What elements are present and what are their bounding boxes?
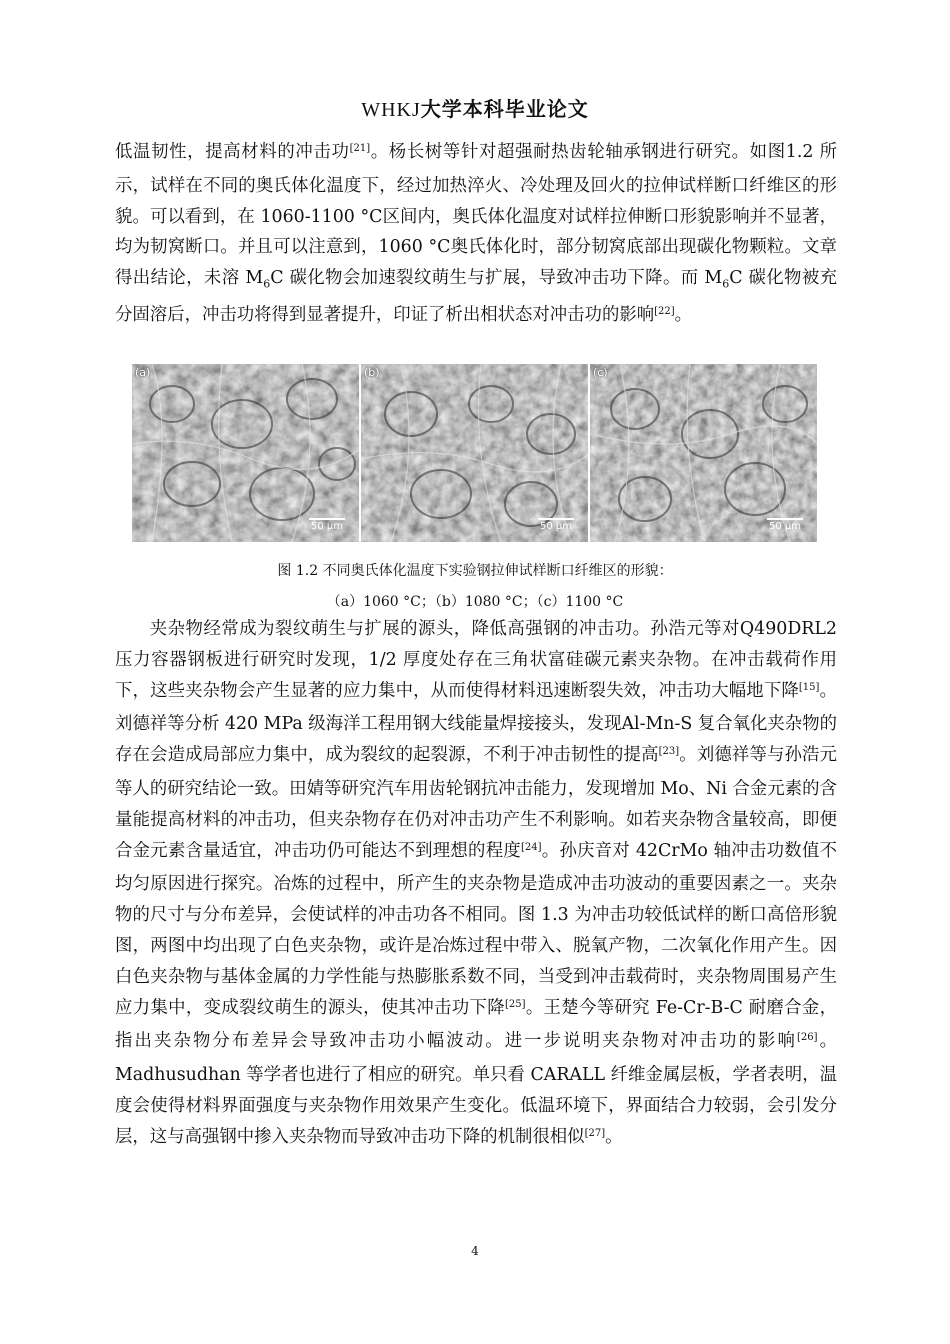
citation: [26] [796, 1032, 818, 1044]
citation: [23] [658, 746, 680, 758]
text-run: 夹杂物经常成为裂纹萌生与扩展的源头，降低高强钢的冲击功。孙浩元等对Q490DRL2 压力容器钢板进行研究时发现，1/2 厚度处存在三角状富硅碳元素夹杂物。在冲击载荷作用下，这些夹杂物会产生显著的应力集中，从而使得材料迅速断裂失效，冲击功大幅地下降 [115, 619, 837, 701]
citation: [21] [349, 143, 371, 154]
scale-label: 50 μm [539, 521, 572, 532]
scale-bar [767, 518, 803, 532]
text-run: 。孙庆音对 42CrMo 轴冲击功数值不均匀原因进行探究。冶炼的过程中，所产生的夹杂物是造成冲击功波动的重要因素之一。夹杂物的尺寸与分布差异，会使试样的冲击功各不相同。图 1.3 为冲击功较低试样的断口高倍形貌图，两图中均出现了白色夹杂物，或许是冶炼过程中带入、脱氧产物，二次氧化作用产生。因白色夹杂物与基体金属的力学性能与热膨胀系数不同，当受到冲击载荷时，夹杂物周围易产生应力集中，变成裂纹萌生的源头，使其冲击功下降 [115, 840, 837, 1018]
text-run: 。王楚今等研究 Fe-Cr-B-C 耐磨合金，指出夹杂物分布差异会导致冲击功小幅波动。进一步说明夹杂物对冲击功的影响 [115, 997, 837, 1052]
paragraph-2 [115, 614, 837, 1156]
text-run: 。Madhusudhan 等学者也进行了相应的研究。单只看 CARALL 纤维金属层板，学者表明，温度会使得材料界面强度与夹杂物作用效果产生变化。低温环境下，界面结合力较弱，会引发分层，这与高强钢中掺入夹杂物而导致冲击功下降的机制很相似 [115, 1031, 837, 1147]
figure-caption-sub: （a）1060 °C；（b）1080 °C；（c）1100 °C [326, 594, 624, 610]
panel-label: (b) [364, 366, 380, 379]
figure-1-2 [132, 364, 817, 542]
fracture-image [132, 364, 359, 542]
fracture-image [361, 364, 588, 542]
page-header [0, 93, 950, 122]
text-run: 低温韧性，提高材料的冲击功 [115, 142, 350, 162]
panel-label: (a) [135, 366, 151, 379]
text-run: 。 [674, 305, 693, 326]
text-run: 。杨长树等针对超强耐热齿轮轴承钢进行研究。如图1.2 所示，试样在不同的奥氏体化温度下，经过加热淬火、冷处理及回火的拉伸试样断口纤维区的形貌。可以看到，在 1060-1100 °C区间内，奥氏体化温度对试样拉伸断口形貌影响并不显著，均为韧窝断口。并且可以注意到，1060 °C奥氏体化时，部分韧窝底部出现碳化物颗粒。文章得出结论，未溶 M [115, 142, 837, 289]
text-run: 。刘德祥等与孙浩元等人的研究结论一致。田婧等研究汽车用齿轮钢抗冲击能力，发现增加 Mo、Ni 合金元素的含量能提高材料的冲击功，但夹杂物存在仍对冲击功产生不利影响。如若夹杂物含量较高，即便合金元素含量适宜，冲击功仍可能达不到理想的程度 [115, 745, 837, 861]
text-run: 。刘德祥等分析 420 MPa 级海洋工程用钢大线能量焊接接头，发现Al-Mn-S 复合氧化夹杂物的存在会造成局部应力集中，成为裂纹的起裂源，不利于冲击韧性的提高 [115, 680, 837, 766]
panel-label: (c) [593, 366, 608, 379]
figure-caption: 图 1.2 不同奥氏体化温度下实验钢拉伸试样断口纤维区的形貌： [277, 563, 673, 579]
subscript: 6 [263, 277, 271, 291]
header-title: 大学本科毕业论文 [420, 97, 589, 121]
sem-panel-c [590, 364, 817, 542]
text-run: C 碳化物被充分固溶后，冲击功将得到显著提升，印证了析出相状态对冲击功的影响 [115, 268, 838, 326]
sem-panel-a [132, 364, 359, 542]
header-latin: WHKJ [361, 99, 421, 121]
scale-bar [538, 518, 574, 532]
sem-panel-b [361, 364, 588, 542]
citation: [15] [798, 681, 820, 693]
paragraph-1 [115, 137, 837, 334]
text-run: C 碳化物会加速裂纹萌生与扩展，导致冲击功下降。而 M [270, 268, 723, 289]
page-number: 4 [471, 1244, 479, 1258]
citation: [22] [654, 306, 675, 318]
citation: [27] [584, 1127, 606, 1139]
scale-bar [309, 518, 345, 532]
subscript: 6 [722, 277, 730, 291]
text-run: 。 [605, 1126, 623, 1147]
scale-label: 50 μm [310, 521, 343, 532]
fracture-image [590, 364, 817, 542]
citation: [24] [521, 841, 542, 853]
citation: [25] [504, 998, 526, 1010]
scale-label: 50 μm [768, 521, 801, 532]
